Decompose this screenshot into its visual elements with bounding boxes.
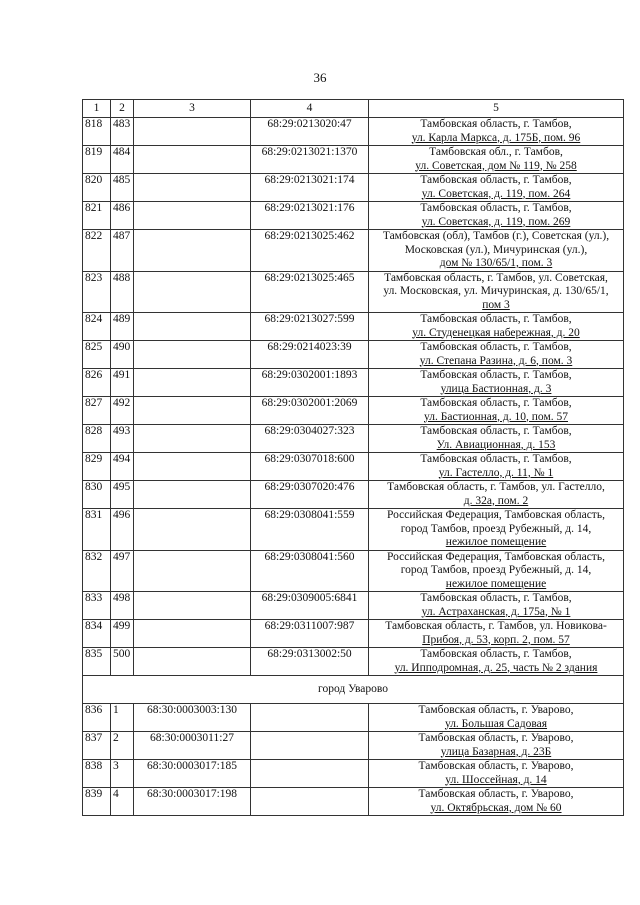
cadastral-cell-4: 68:29:0308041:560 <box>251 550 369 592</box>
address-line: Тамбовская (обл), Тамбов (г.), Советская (ул.), <box>382 230 610 242</box>
table-row <box>83 425 624 453</box>
address-line: ул. Ипподромная, д. 25, часть № 2 здания <box>394 661 598 674</box>
table-row <box>83 453 624 481</box>
cadastral-cell-4: 68:29:0213021:174 <box>251 174 369 202</box>
cadastral-cell-3 <box>134 313 251 341</box>
address-line: дом № 130/65/1, пом. 3 <box>439 257 553 269</box>
column-header: 2 <box>111 100 134 118</box>
section-number-cell: 496 <box>111 509 134 551</box>
cadastral-cell-3 <box>134 397 251 425</box>
address-line: Тамбовская область, г. Тамбов, <box>420 118 572 130</box>
cadastral-cell-4 <box>251 760 369 788</box>
table-row <box>83 230 624 272</box>
address-cell <box>369 509 624 551</box>
address-cell <box>369 453 624 481</box>
address-cell <box>369 174 624 202</box>
address-line: Тамбовская область, г. Тамбов, <box>420 592 572 604</box>
section-number-cell: 498 <box>111 592 134 620</box>
table-row <box>83 202 624 230</box>
table-row <box>83 509 624 551</box>
section-number-cell: 484 <box>111 146 134 174</box>
address-line: ул. Астраханская, д. 175а, № 1 <box>421 605 571 618</box>
address-line: Тамбовская область, г. Тамбов, <box>420 453 572 465</box>
section-title: город Уварово <box>83 676 624 704</box>
cadastral-cell-3: 68:30:0003003:130 <box>134 704 251 732</box>
cadastral-cell-4: 68:29:0307020:476 <box>251 481 369 509</box>
section-number-cell: 495 <box>111 481 134 509</box>
address-cell <box>369 481 624 509</box>
table-row <box>83 592 624 620</box>
section-number-cell: 488 <box>111 271 134 313</box>
header-row <box>83 100 624 118</box>
cadastral-cell-3 <box>134 425 251 453</box>
section-number-cell: 491 <box>111 369 134 397</box>
cadastral-cell-3 <box>134 648 251 676</box>
address-cell <box>369 648 624 676</box>
address-line: Тамбовская область, г. Тамбов, ул. Новикова- <box>385 620 607 632</box>
address-line: Тамбовская область, г. Уварово, <box>418 732 574 744</box>
cadastral-cell-3 <box>134 481 251 509</box>
address-line: Тамбовская область, г. Тамбов, ул. Советская, <box>384 271 608 284</box>
row-number-cell: 818 <box>83 118 111 146</box>
section-number-cell: 493 <box>111 425 134 453</box>
address-cell <box>369 118 624 146</box>
cadastral-cell-4: 68:29:0309005:6841 <box>251 592 369 620</box>
column-header: 5 <box>369 100 624 118</box>
section-number-cell: 3 <box>111 760 134 788</box>
table-row <box>83 118 624 146</box>
cadastral-cell-4 <box>251 704 369 732</box>
cadastral-cell-3: 68:30:0003017:198 <box>134 788 251 816</box>
address-cell <box>369 704 624 732</box>
row-number-cell: 827 <box>83 397 111 425</box>
cadastral-cell-4: 68:29:0213020:47 <box>251 118 369 146</box>
address-line: д. 32а, пом. 2 <box>463 494 529 507</box>
cadastral-cell-4: 68:29:0214023:39 <box>251 341 369 369</box>
cadastral-cell-3 <box>134 174 251 202</box>
section-number-cell: 500 <box>111 648 134 676</box>
row-number-cell: 826 <box>83 369 111 397</box>
row-number-cell: 832 <box>83 550 111 592</box>
address-line: Ул. Авиационная, д. 153 <box>436 438 556 451</box>
row-number-cell: 834 <box>83 620 111 648</box>
table-row <box>83 760 624 788</box>
address-cell <box>369 425 624 453</box>
address-line: Российская Федерация, Тамбовская область, <box>387 509 605 521</box>
address-line: ул. Московская, ул. Мичуринская, д. 130/65/1, <box>383 285 609 297</box>
row-number-cell: 825 <box>83 341 111 369</box>
address-line: Тамбовская обл., г. Тамбов, <box>429 146 563 158</box>
address-line: Прибоя, д. 53, корп. 2, пом. 57 <box>422 633 570 646</box>
cadastral-cell-4: 68:29:0213025:465 <box>251 271 369 313</box>
address-line: Тамбовская область, г. Тамбов, <box>420 397 572 409</box>
address-line: Тамбовская область, г. Тамбов, <box>420 425 572 437</box>
table-row <box>83 271 624 313</box>
section-number-cell: 490 <box>111 341 134 369</box>
cadastral-cell-3 <box>134 202 251 230</box>
address-line: Тамбовская область, г. Тамбов, <box>420 174 572 186</box>
row-number-cell: 831 <box>83 509 111 551</box>
cadastral-cell-3 <box>134 230 251 272</box>
row-number-cell: 820 <box>83 174 111 202</box>
section-number-cell: 483 <box>111 118 134 146</box>
registry-table <box>82 99 624 816</box>
cadastral-cell-3 <box>134 453 251 481</box>
address-line: Тамбовская область, г. Тамбов, <box>420 202 572 214</box>
address-cell <box>369 146 624 174</box>
row-number-cell: 829 <box>83 453 111 481</box>
address-line: Тамбовская область, г. Тамбов, <box>420 369 572 381</box>
address-line: Тамбовская область, г. Тамбов, ул. Гастелло, <box>387 481 605 493</box>
cadastral-cell-3 <box>134 550 251 592</box>
table-row <box>83 620 624 648</box>
table-row <box>83 174 624 202</box>
cadastral-cell-4: 68:29:0302001:2069 <box>251 397 369 425</box>
row-number-cell: 838 <box>83 760 111 788</box>
address-cell <box>369 550 624 592</box>
cadastral-cell-3 <box>134 592 251 620</box>
row-number-cell: 835 <box>83 648 111 676</box>
address-cell <box>369 369 624 397</box>
row-number-cell: 824 <box>83 313 111 341</box>
row-number-cell: 821 <box>83 202 111 230</box>
address-cell <box>369 760 624 788</box>
address-line: улица Бастионная, д. 3 <box>440 382 552 395</box>
cadastral-cell-4: 68:29:0308041:559 <box>251 509 369 551</box>
cadastral-cell-4: 68:29:0213025:462 <box>251 230 369 272</box>
section-number-cell: 487 <box>111 230 134 272</box>
cadastral-cell-4: 68:29:0307018:600 <box>251 453 369 481</box>
address-line: Тамбовская область, г. Уварово, <box>418 788 574 800</box>
table-row <box>83 704 624 732</box>
cadastral-cell-4: 68:29:0302001:1893 <box>251 369 369 397</box>
address-cell <box>369 788 624 816</box>
address-cell <box>369 397 624 425</box>
table-row <box>83 313 624 341</box>
address-line: Московская (ул.), Мичуринская (ул.), <box>404 243 588 256</box>
cadastral-cell-4: 68:29:0213027:599 <box>251 313 369 341</box>
section-number-cell: 499 <box>111 620 134 648</box>
address-cell <box>369 732 624 760</box>
table-row <box>83 146 624 174</box>
section-row <box>83 676 624 704</box>
section-number-cell: 486 <box>111 202 134 230</box>
cadastral-cell-3 <box>134 118 251 146</box>
row-number-cell: 822 <box>83 230 111 272</box>
address-line: ул. Советская, д. 119, пом. 269 <box>421 215 571 228</box>
section-number-cell: 497 <box>111 550 134 592</box>
section-number-cell: 4 <box>111 788 134 816</box>
address-line: нежилое помещение <box>445 536 547 548</box>
address-line: улица Базарная, д. 23Б <box>440 745 552 758</box>
address-line: ул. Советская, д. 119, пом. 264 <box>421 187 571 200</box>
address-line: ул. Гастелло, д. 11, № 1 <box>438 466 554 479</box>
row-number-cell: 833 <box>83 592 111 620</box>
cadastral-cell-4: 68:29:0313002:50 <box>251 648 369 676</box>
cadastral-cell-3: 68:30:0003017:185 <box>134 760 251 788</box>
registry-table-body <box>83 100 624 816</box>
section-number-cell: 1 <box>111 704 134 732</box>
cadastral-cell-4: 68:29:0311007:987 <box>251 620 369 648</box>
column-header: 1 <box>83 100 111 118</box>
row-number-cell: 830 <box>83 481 111 509</box>
cadastral-cell-4 <box>251 788 369 816</box>
section-number-cell: 492 <box>111 397 134 425</box>
address-line: Тамбовская область, г. Тамбов, <box>420 313 572 325</box>
table-row <box>83 397 624 425</box>
address-line: ул. Шоссейная, д. 14 <box>445 773 547 786</box>
address-cell <box>369 202 624 230</box>
cadastral-cell-4 <box>251 732 369 760</box>
address-line: ул. Большая Садовая <box>444 717 548 730</box>
address-line: Тамбовская область, г. Тамбов, <box>420 648 572 660</box>
row-number-cell: 819 <box>83 146 111 174</box>
cadastral-cell-3 <box>134 146 251 174</box>
page-number: 36 <box>313 70 327 85</box>
section-number-cell: 2 <box>111 732 134 760</box>
address-cell <box>369 592 624 620</box>
address-line: ул. Советская, дом № 119, № 258 <box>415 159 577 172</box>
row-number-cell: 839 <box>83 788 111 816</box>
cadastral-cell-3 <box>134 620 251 648</box>
address-line: город Тамбов, проезд Рубежный, д. 14, <box>400 522 592 535</box>
table-row <box>83 550 624 592</box>
table-row <box>83 648 624 676</box>
cadastral-cell-3 <box>134 271 251 313</box>
cadastral-cell-4: 68:29:0213021:176 <box>251 202 369 230</box>
row-number-cell: 823 <box>83 271 111 313</box>
address-line: город Тамбов, проезд Рубежный, д. 14, <box>400 564 592 576</box>
cadastral-cell-4: 68:29:0304027:323 <box>251 425 369 453</box>
address-line: Тамбовская область, г. Уварово, <box>418 760 574 772</box>
address-line: ул. Студенецкая набережная, д. 20 <box>412 326 580 339</box>
section-number-cell: 494 <box>111 453 134 481</box>
address-line: Тамбовская область, г. Уварово, <box>418 704 574 716</box>
table-row <box>83 369 624 397</box>
table-row <box>83 732 624 760</box>
address-line: ул. Карла Маркса, д. 175Б, пом. 96 <box>411 131 581 144</box>
registry-table-wrap <box>82 99 624 816</box>
column-header: 3 <box>134 100 251 118</box>
cadastral-cell-3 <box>134 509 251 551</box>
address-line: Российская Федерация, Тамбовская область, <box>387 550 605 563</box>
cadastral-cell-3: 68:30:0003011:27 <box>134 732 251 760</box>
address-cell <box>369 620 624 648</box>
address-line: нежилое помещение <box>445 577 547 590</box>
row-number-cell: 828 <box>83 425 111 453</box>
section-number-cell: 489 <box>111 313 134 341</box>
row-number-cell: 836 <box>83 704 111 732</box>
address-line: ул. Октябрьская, дом № 60 <box>430 801 562 814</box>
table-row <box>83 481 624 509</box>
column-header: 4 <box>251 100 369 118</box>
address-cell <box>369 230 624 272</box>
address-line: Тамбовская область, г. Тамбов, <box>420 341 572 353</box>
address-line: пом 3 <box>482 298 510 311</box>
cadastral-cell-4: 68:29:0213021:1370 <box>251 146 369 174</box>
address-cell <box>369 341 624 369</box>
address-cell <box>369 313 624 341</box>
cadastral-cell-3 <box>134 369 251 397</box>
row-number-cell: 837 <box>83 732 111 760</box>
address-cell <box>369 271 624 313</box>
table-row <box>83 341 624 369</box>
address-line: ул. Степана Разина, д. 6, пом. 3 <box>419 354 573 367</box>
cadastral-cell-3 <box>134 341 251 369</box>
section-number-cell: 485 <box>111 174 134 202</box>
table-row <box>83 788 624 816</box>
address-line: ул. Бастионная, д. 10, пом. 57 <box>424 410 568 423</box>
